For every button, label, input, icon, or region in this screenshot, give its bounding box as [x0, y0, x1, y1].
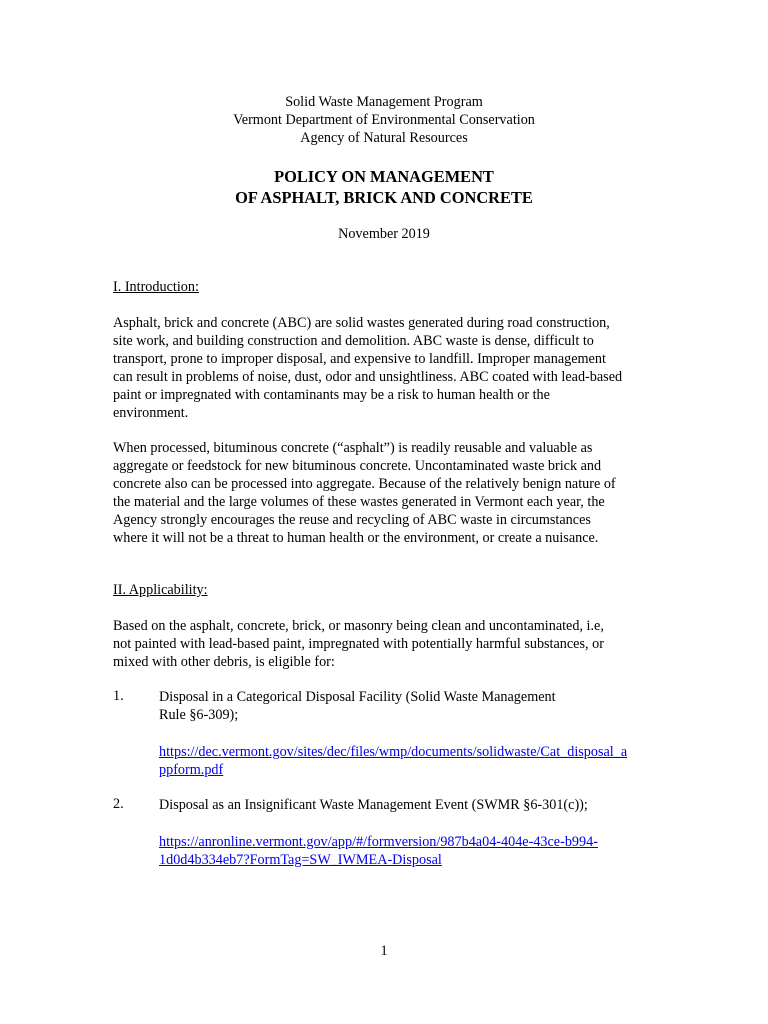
introduction-paragraph-2 — [113, 439, 659, 547]
paragraph-line: paint or impregnated with contaminants may be a risk to human health or the — [113, 387, 550, 403]
paragraph-line: the material and the large volumes of these wastes generated in Vermont each year, the — [113, 494, 605, 510]
title-line-1: POLICY ON MANAGEMENT — [274, 167, 494, 186]
list-item-1-text — [159, 688, 659, 724]
list-text-line: Disposal as an Insignificant Waste Management Event (SWMR §6-301(c)); — [159, 797, 588, 813]
paragraph-line: environment. — [113, 405, 189, 421]
header-program: Solid Waste Management Program — [285, 94, 483, 110]
list-item-2-text — [159, 796, 659, 814]
link-line: https://dec.vermont.gov/sites/dec/files/wmp/documents/solidwaste/Cat_disposal_a — [159, 744, 628, 760]
paragraph-line: not painted with lead-based paint, impregnated with potentially harmful substances, or — [113, 636, 604, 652]
document-title — [0, 166, 768, 208]
paragraph-line: mixed with other debris, is eligible for: — [113, 654, 335, 670]
header-department: Vermont Department of Environmental Conservation — [233, 112, 535, 128]
introduction-heading: I. Introduction: — [113, 279, 199, 295]
paragraph-line: concrete also can be processed into aggregate. Because of the relatively benign nature of — [113, 476, 616, 492]
list-text-line: Disposal in a Categorical Disposal Facility (Solid Waste Management — [159, 689, 556, 705]
list-text-line: Rule §6-309); — [159, 707, 239, 723]
categorical-disposal-form-link[interactable] — [159, 743, 669, 779]
paragraph-line: When processed, bituminous concrete (“asphalt”) is readily reusable and valuable as — [113, 440, 593, 456]
iwmea-disposal-form-link[interactable] — [159, 833, 669, 869]
page-number: 1 — [380, 943, 388, 959]
program-header — [0, 93, 768, 147]
paragraph-line: Asphalt, brick and concrete (ABC) are solid wastes generated during road construction, — [113, 315, 610, 331]
link-line: ppform.pdf — [159, 762, 224, 778]
document-date: November 2019 — [338, 226, 430, 242]
paragraph-line: can result in problems of noise, dust, odor and unsightliness. ABC coated with lead-based — [113, 369, 623, 385]
paragraph-line: site work, and building construction and demolition. ABC waste is dense, difficult to — [113, 333, 594, 349]
paragraph-line: transport, prone to improper disposal, and expensive to landfill. Improper management — [113, 351, 606, 367]
list-item-1-number: 1. — [113, 688, 124, 704]
applicability-paragraph — [113, 617, 659, 671]
title-line-2: OF ASPHALT, BRICK AND CONCRETE — [235, 188, 533, 207]
introduction-paragraph-1 — [113, 314, 659, 422]
header-agency: Agency of Natural Resources — [300, 130, 468, 146]
paragraph-line: Agency strongly encourages the reuse and recycling of ABC waste in circumstances — [113, 512, 591, 528]
paragraph-line: where it will not be a threat to human health or the environment, or create a nuisance. — [113, 530, 599, 546]
applicability-heading: II. Applicability: — [113, 582, 208, 598]
link-line: 1d0d4b334eb7?FormTag=SW_IWMEA-Disposal — [159, 852, 442, 868]
paragraph-line: Based on the asphalt, concrete, brick, or masonry being clean and uncontaminated, i.e, — [113, 618, 604, 634]
paragraph-line: aggregate or feedstock for new bituminous concrete. Uncontaminated waste brick and — [113, 458, 602, 474]
list-item-2-number: 2. — [113, 796, 124, 812]
link-line: https://anronline.vermont.gov/app/#/formversion/987b4a04-404e-43ce-b994- — [159, 834, 598, 850]
